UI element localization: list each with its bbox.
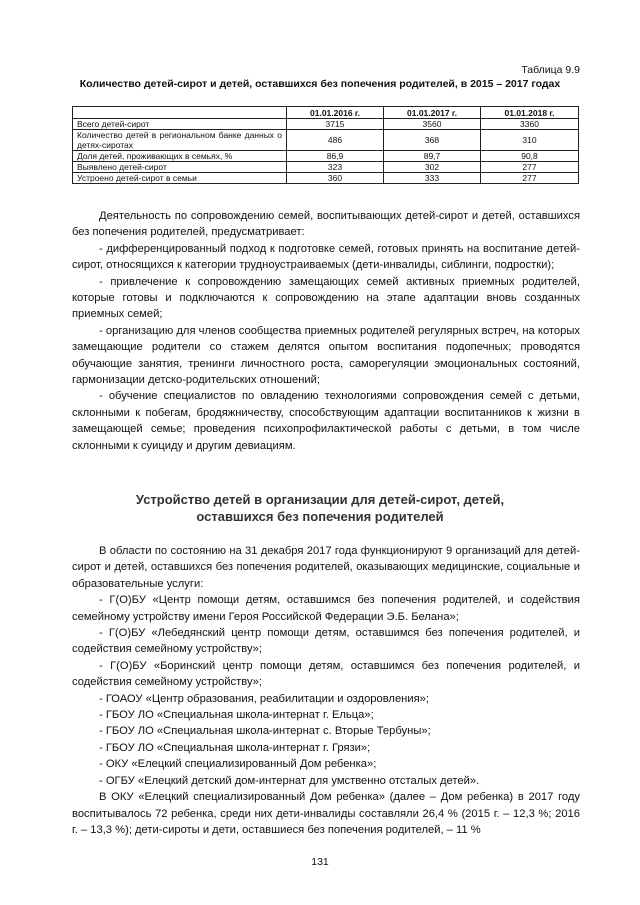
table-cell: 90,8 — [481, 151, 579, 162]
table-cell: 277 — [481, 173, 579, 184]
table-cell: 302 — [384, 162, 481, 173]
table-row — [73, 151, 579, 162]
table-cell: 323 — [287, 162, 384, 173]
table-cell: 486 — [287, 130, 384, 151]
table-header-row — [73, 107, 579, 119]
table-header-cell — [73, 107, 287, 119]
table-row — [73, 173, 579, 184]
table-cell: 310 — [481, 130, 579, 151]
table-cell: 3360 — [481, 119, 579, 130]
list-item: - дифференцированный подход к подготовке семей, готовых принять на воспитание детей-сирот, относящихся к категории трудноустраиваемых (дети-инвалиды, сиблинги, подростки); — [72, 242, 580, 272]
row-label: Устроено детей-сирот в семьи — [73, 173, 287, 184]
table-cell: 3715 — [287, 119, 384, 130]
table-cell: 360 — [287, 173, 384, 184]
list-item: - ГБОУ ЛО «Специальная школа-интернат г. Ельца»; — [99, 709, 374, 722]
section-title-line: Устройство детей в организации для детей-сирот, детей, — [135, 492, 505, 507]
data-table — [72, 106, 579, 184]
section-text — [72, 543, 580, 838]
list-item: - Г(О)БУ «Центр помощи детям, оставшимся без попечения родителей, и содействия семейному устройству имени Героя Российской Федерации Э.Б. Белана»; — [72, 594, 580, 623]
list-item: - ГОАОУ «Центр образования, реабилитации и оздоровления»; — [99, 692, 429, 705]
table-cell: 89,7 — [384, 151, 481, 162]
paragraph: В ОКУ «Елецкий специализированный Дом ребенка» (далее – Дом ребенка) в 2017 году воспитывалось 72 ребенка, среди них дети-инвалиды составляли 26,4 % (2015 г. – 12,3 %; 2016 г. – 13,3 %); дети-сироты и дети, оставшиеся без попечения родителей, – 11 % — [72, 791, 580, 836]
list-item: - Г(О)БУ «Боринский центр помощи детям, оставшимся без попечения родителей, и содействия семейному устройству»; — [72, 659, 580, 689]
table-cell: 3560 — [384, 119, 481, 130]
support-text — [72, 208, 580, 454]
paragraph: Деятельность по сопровождению семей, воспитывающих детей-сирот и детей, оставшихся без попечения родителей, предусматривает: — [72, 210, 580, 239]
list-item: - обучение специалистов по овладению технологиями сопровождения семей с детьми, склонными к побегам, бродяжничеству, способствующим адаптации воспитанников к жизни в замещающей семье; проведения психопрофилактической работы с детьми, в том числе склонными к суициду и другим девиациям. — [72, 390, 580, 452]
row-label: Количество детей в региональном банке данных о детях-сиротах — [73, 130, 287, 151]
table-row — [73, 130, 579, 151]
table-cell: 333 — [384, 173, 481, 184]
list-item: - Г(О)БУ «Лебедянский центр помощи детям, оставшимся без попечения родителей, и содействия семейному устройству»; — [72, 627, 580, 656]
row-label: Всего детей-сирот — [73, 119, 287, 130]
table-row — [73, 162, 579, 173]
table-row — [73, 119, 579, 130]
list-item: - организацию для членов сообщества приемных родителей регулярных встреч, на которых замещающие родители со стажем делятся опытом воспитания подопечных; проводятся обучающие занятия, тренинги личностного роста, саморегуляции эмоциональных состояний, гармонизации детско-родительских отношений; — [72, 324, 580, 387]
table-cell: 368 — [384, 130, 481, 151]
table-header-cell: 01.01.2017 г. — [384, 107, 481, 119]
list-item: - ОКУ «Елецкий специализированный Дом ребенка»; — [99, 758, 377, 771]
table-header-cell: 01.01.2018 г. — [481, 107, 579, 119]
section-title — [60, 492, 580, 525]
row-label: Выявлено детей-сирот — [73, 162, 287, 173]
section-title-line: оставшихся без попечения родителей — [196, 508, 444, 524]
list-item: - ГБОУ ЛО «Специальная школа-интернат с. Вторые Тербуны»; — [99, 725, 431, 738]
list-item: - ОГБУ «Елецкий детский дом-интернат для умственно отсталых детей». — [99, 774, 480, 787]
table-cell: 277 — [481, 162, 579, 173]
paragraph: В области по состоянию на 31 декабря 2017 года функционируют 9 организаций для детей-сирот и детей, оставшихся без попечения родителей, оказывающих медицинские, социальные и образовательные услуги: — [72, 545, 580, 590]
table-caption: Количество детей-сирот и детей, оставшихся без попечения родителей, в 2015 – 2017 годах — [79, 78, 561, 90]
table-header-cell: 01.01.2016 г. — [287, 107, 384, 119]
page-number: 131 — [311, 856, 329, 868]
table-number: Таблица 9.9 — [521, 64, 580, 76]
list-item: - ГБОУ ЛО «Специальная школа-интернат г. Грязи»; — [99, 741, 371, 754]
table-cell: 86,9 — [287, 151, 384, 162]
row-label: Доля детей, проживающих в семьях, % — [73, 151, 287, 162]
list-item: - привлечение к сопровождению замещающих семей активных приемных родителей, которые готовы и подключаются к сопровождению на этапе адаптации вновь созданных приемных семей; — [72, 275, 580, 321]
